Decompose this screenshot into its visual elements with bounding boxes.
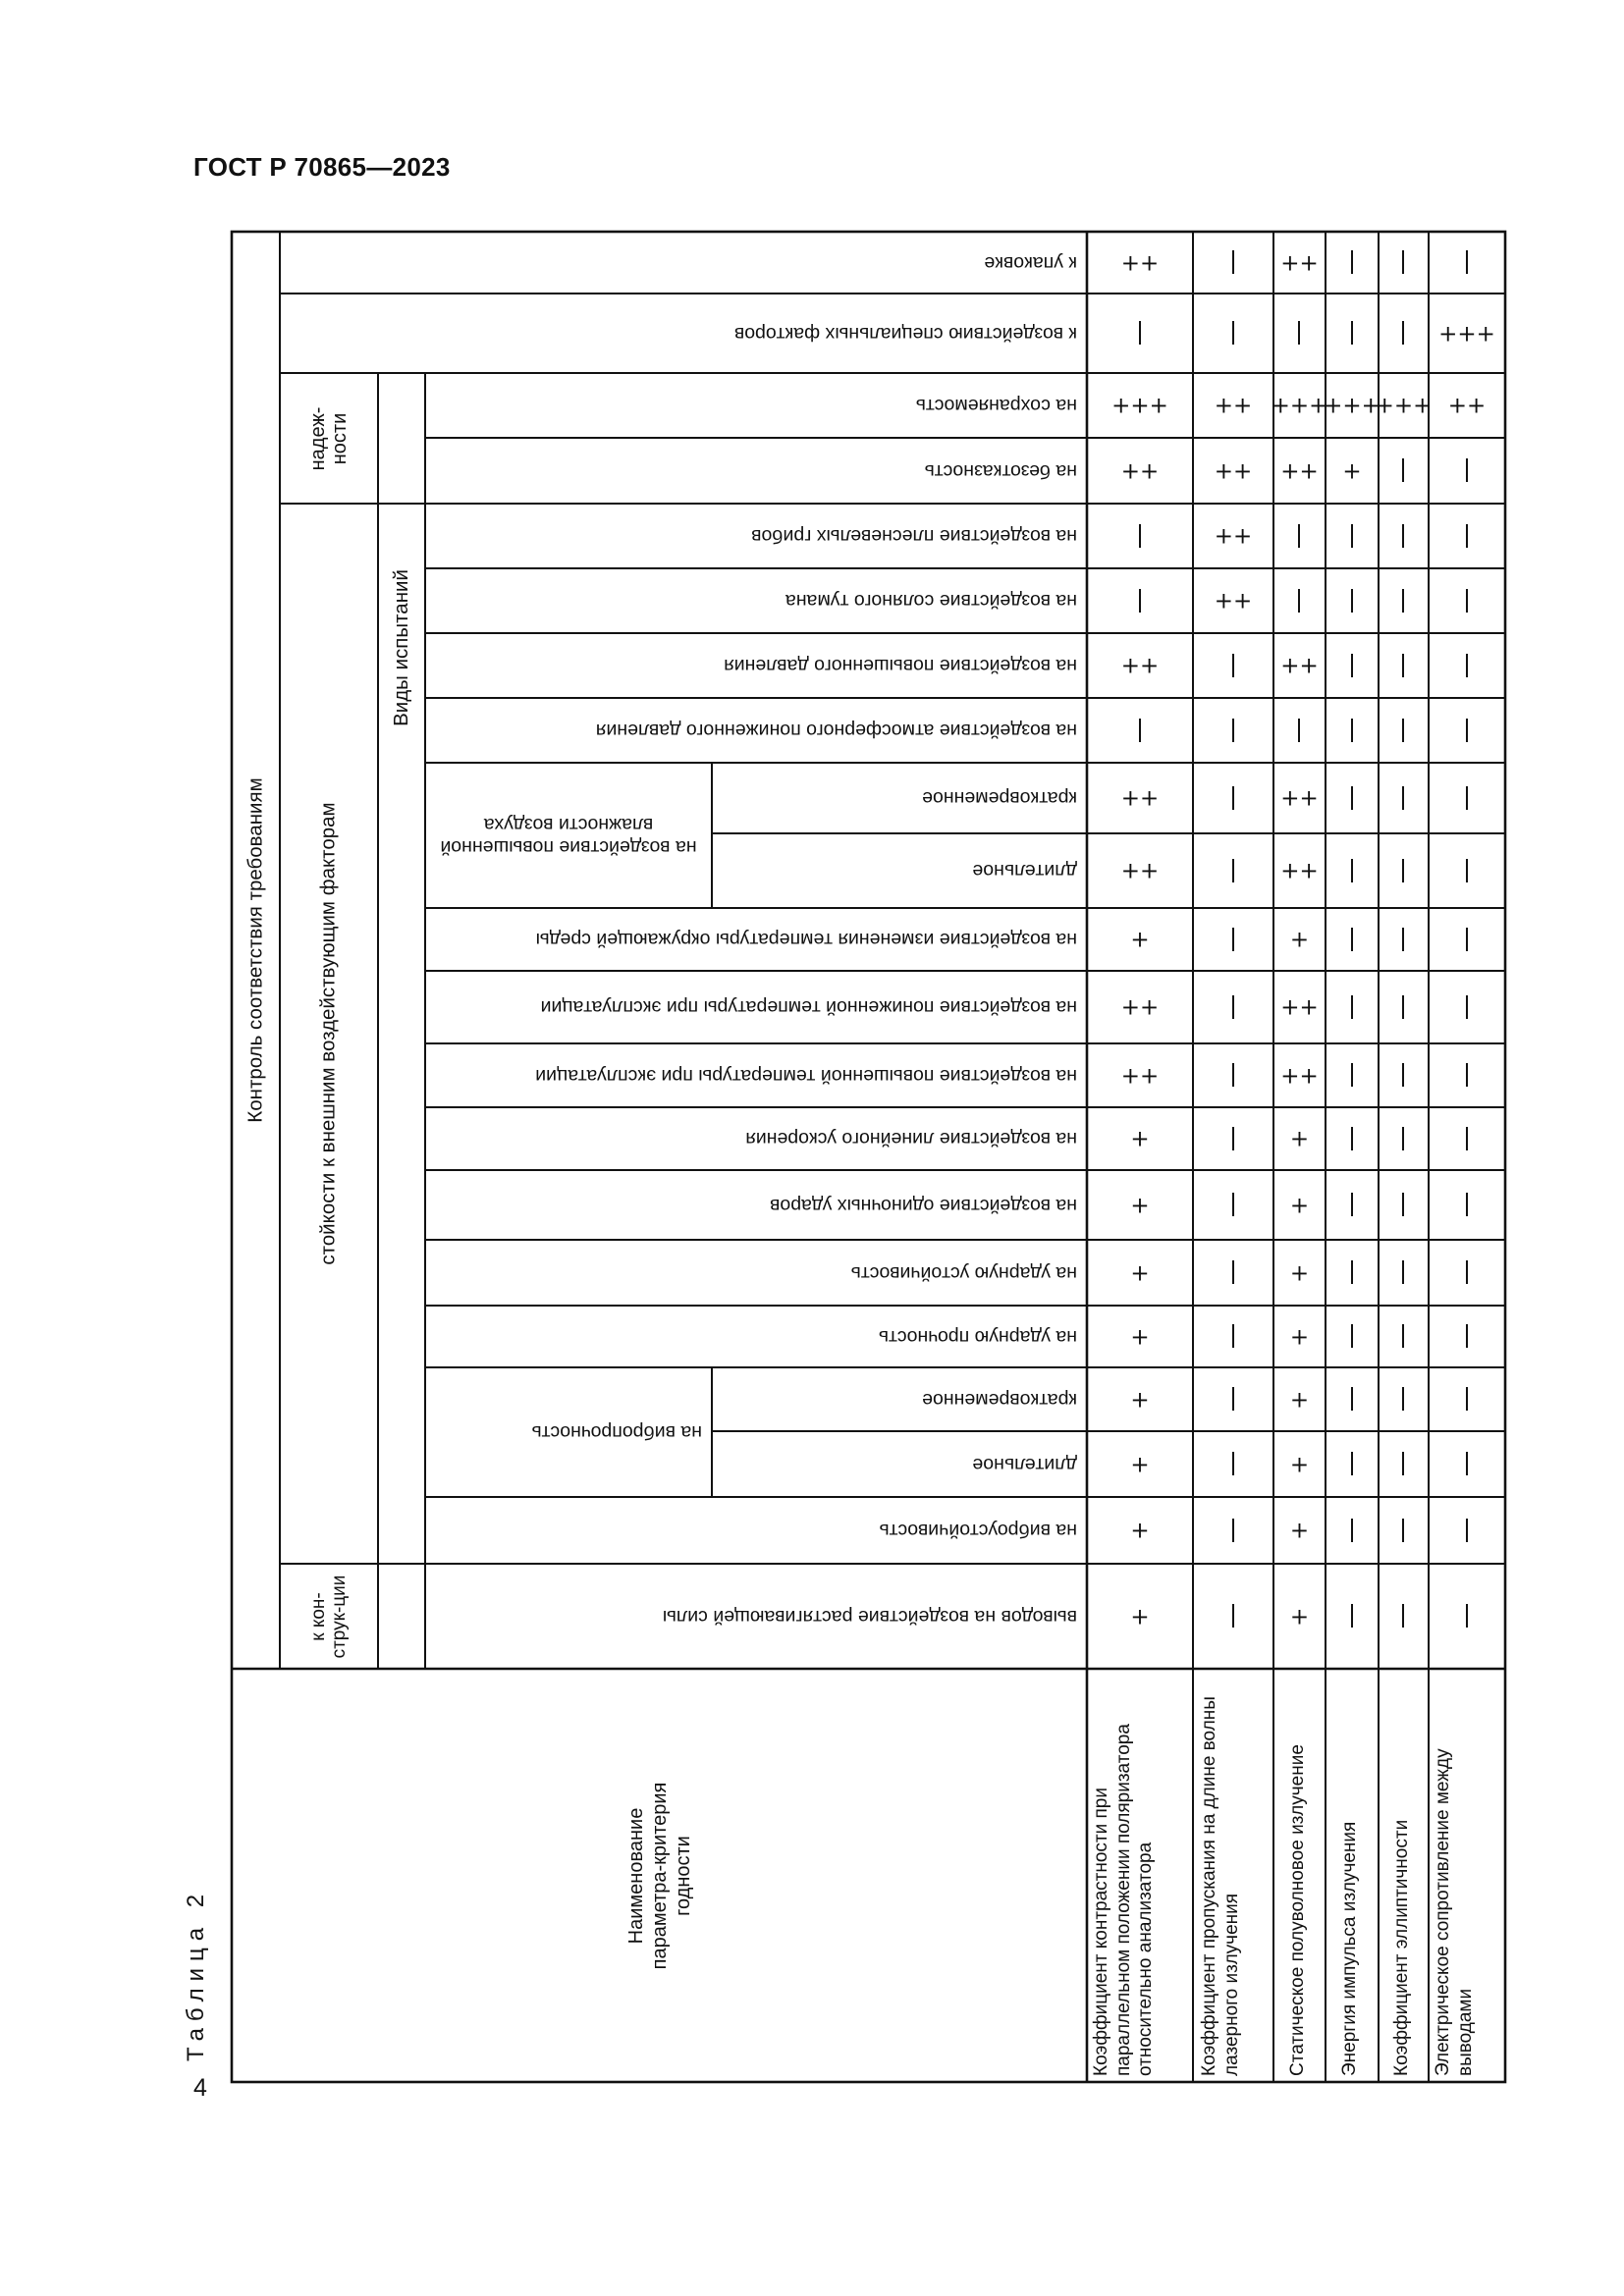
dash-mark xyxy=(1403,1453,1405,1476)
dash-mark xyxy=(1403,524,1405,548)
mark-cell xyxy=(1087,232,1193,294)
test-vibro-dlit: длительное xyxy=(972,1454,1077,1475)
mark-cell xyxy=(1273,1497,1326,1564)
mark-cell xyxy=(1273,763,1326,833)
dash-mark xyxy=(1466,786,1468,810)
dash-mark xyxy=(1232,654,1234,677)
mark-cell xyxy=(1193,1043,1273,1107)
mark-cell xyxy=(1193,633,1273,698)
dash-mark xyxy=(1232,1388,1234,1412)
mark-cell xyxy=(1429,698,1505,763)
mark-cell xyxy=(1193,1170,1273,1240)
dash-mark xyxy=(1466,1325,1468,1349)
mark-cell xyxy=(1273,232,1326,294)
plus-mark: ++ xyxy=(1280,653,1319,679)
dash-mark xyxy=(1232,859,1234,882)
mark-cell xyxy=(1087,1497,1193,1564)
test-udarnaya-prochnost: на ударную прочность xyxy=(878,1326,1077,1348)
mark-cell xyxy=(1379,1170,1429,1240)
plus-mark: + xyxy=(1342,458,1362,484)
mark-cell xyxy=(1379,1107,1429,1170)
test-sokhranyaemost: на сохраняемость xyxy=(915,395,1077,417)
dash-mark xyxy=(1403,1261,1405,1285)
dash-mark xyxy=(1466,1194,1468,1217)
dash-mark xyxy=(1351,654,1353,677)
plus-mark: + xyxy=(1130,1518,1150,1544)
mark-cell xyxy=(1087,1367,1193,1431)
mark-cell xyxy=(1379,1497,1429,1564)
mark-cell xyxy=(1326,232,1379,294)
test-vyvody: выводов на воздействие растягивающей силы xyxy=(662,1606,1077,1628)
plus-mark: ++ xyxy=(1120,1063,1160,1089)
param-name-1: Коэффициент контрастности при параллельном положении поляризатора относительно анализатора xyxy=(1091,1724,1156,2076)
plus-mark: ++ xyxy=(1120,458,1160,484)
plus-mark: ++ xyxy=(1120,250,1160,276)
plus-mark: + xyxy=(1130,1387,1150,1413)
dash-mark xyxy=(1232,1605,1234,1629)
mark-cell xyxy=(1273,908,1326,971)
mark-cell xyxy=(1273,1431,1326,1497)
plus-mark: + xyxy=(1130,1260,1150,1286)
plus-mark: +++ xyxy=(1438,321,1495,347)
mark-cell xyxy=(1193,1431,1273,1497)
dash-mark xyxy=(1351,928,1353,951)
mark-cell xyxy=(1326,833,1379,908)
dash-mark xyxy=(1466,251,1468,275)
mark-cell xyxy=(1379,1367,1429,1431)
page-number: 4 xyxy=(193,2074,207,2102)
dash-mark xyxy=(1403,1127,1405,1150)
mark-cell xyxy=(1429,1107,1505,1170)
mark-cell xyxy=(1429,1043,1505,1107)
param-heading-cell xyxy=(232,1669,1087,2082)
mark-cell xyxy=(1193,1107,1273,1170)
mark-cell xyxy=(1429,1367,1505,1431)
dash-mark xyxy=(1466,459,1468,483)
dash-mark xyxy=(1351,1453,1353,1476)
mark-cell xyxy=(1193,294,1273,373)
test-vlazh-dlit: длительное xyxy=(972,860,1077,882)
plus-mark: ++ xyxy=(1280,1063,1319,1089)
mark-cell xyxy=(1273,1170,1326,1240)
mark-cell xyxy=(1087,373,1193,438)
mark-cell xyxy=(1326,1043,1379,1107)
dash-mark xyxy=(1351,1605,1353,1629)
mark-cell xyxy=(1379,971,1429,1043)
mark-cell xyxy=(1273,568,1326,633)
plus-mark: +++ xyxy=(1271,393,1328,419)
plus-mark: ++ xyxy=(1280,994,1319,1021)
dash-mark xyxy=(1351,322,1353,346)
dash-mark xyxy=(1403,995,1405,1019)
test-ponizh-davl: на воздействие атмосферного пониженного давления xyxy=(595,720,1077,742)
mark-cell xyxy=(1379,504,1429,568)
dash-mark xyxy=(1139,322,1141,346)
dash-mark xyxy=(1351,524,1353,548)
mark-cell xyxy=(1326,1497,1379,1564)
plus-mark: + xyxy=(1130,1126,1150,1152)
dash-mark xyxy=(1351,719,1353,742)
plus-mark: ++ xyxy=(1120,653,1160,679)
param-name-6: Электрическое сопротивление между выводами xyxy=(1433,1748,1476,2076)
mark-cell xyxy=(1429,763,1505,833)
mark-cell xyxy=(1193,1497,1273,1564)
mark-cell xyxy=(1429,908,1505,971)
mark-cell xyxy=(1379,438,1429,504)
plus-mark: + xyxy=(1289,1518,1310,1544)
mark-cell xyxy=(1193,1240,1273,1306)
mark-cell xyxy=(1193,971,1273,1043)
dash-mark xyxy=(1351,1519,1353,1542)
mark-cell xyxy=(1379,232,1429,294)
test-lineinoe-uskorenie: на воздействие линейного ускорения xyxy=(745,1128,1077,1150)
test-vibroustoichivost: на виброустойчивость xyxy=(879,1520,1077,1542)
dash-mark xyxy=(1351,1127,1353,1150)
plus-mark: ++ xyxy=(1214,458,1253,484)
dash-mark xyxy=(1466,1127,1468,1150)
dash-mark xyxy=(1351,1388,1353,1412)
test-odinochnye-udary: на воздействие одиночных ударов xyxy=(770,1195,1077,1216)
mark-cell xyxy=(1326,1367,1379,1431)
plus-mark: ++ xyxy=(1120,994,1160,1021)
mark-cell xyxy=(1193,568,1273,633)
plus-mark: + xyxy=(1289,1604,1310,1629)
control-heading: Контроль соответствия требованиям xyxy=(244,777,267,1123)
test-izm-temp: на воздействие изменения температуры окружающей среды xyxy=(535,929,1077,951)
plus-mark: ++ xyxy=(1280,785,1319,812)
mark-cell xyxy=(1326,1564,1379,1669)
mark-cell xyxy=(1087,1107,1193,1170)
mark-cell xyxy=(1087,1170,1193,1240)
dash-mark xyxy=(1466,654,1468,677)
dash-mark xyxy=(1403,1605,1405,1629)
dash-mark xyxy=(1139,589,1141,613)
mark-cell xyxy=(1273,1367,1326,1431)
mark-cell xyxy=(1379,1043,1429,1107)
mark-cell xyxy=(1429,1240,1505,1306)
mark-cell xyxy=(1429,1170,1505,1240)
plus-mark: + xyxy=(1130,1604,1150,1629)
plus-mark: + xyxy=(1289,1260,1310,1286)
dash-mark xyxy=(1466,928,1468,951)
mark-cell xyxy=(1087,633,1193,698)
mark-cell xyxy=(1429,1306,1505,1367)
mark-cell xyxy=(1087,908,1193,971)
nadezhnosti-heading: надеж-ности xyxy=(307,406,351,470)
mark-cell xyxy=(1429,568,1505,633)
plus-mark: +++ xyxy=(1324,393,1380,419)
dash-mark xyxy=(1299,589,1301,613)
mark-cell xyxy=(1326,1306,1379,1367)
dash-mark xyxy=(1466,995,1468,1019)
dash-mark xyxy=(1351,859,1353,882)
mark-cell xyxy=(1193,438,1273,504)
dash-mark xyxy=(1232,719,1234,742)
mark-cell xyxy=(1379,1431,1429,1497)
mark-cell xyxy=(1087,1564,1193,1669)
mark-cell xyxy=(1326,438,1379,504)
mark-cell xyxy=(1379,294,1429,373)
dash-mark xyxy=(1466,719,1468,742)
mark-cell xyxy=(1087,763,1193,833)
mark-cell xyxy=(1379,1240,1429,1306)
stoikosti-heading: стойкости к внешним воздействующим факторам xyxy=(317,802,341,1265)
test-pov-temp: на воздействие повышенной температуры при эксплуатации xyxy=(535,1065,1077,1087)
mark-cell xyxy=(1193,1306,1273,1367)
mark-cell xyxy=(1087,438,1193,504)
mark-cell xyxy=(1087,971,1193,1043)
mark-cell xyxy=(1273,504,1326,568)
dash-mark xyxy=(1299,322,1301,346)
plus-mark: ++ xyxy=(1120,858,1160,884)
mark-cell xyxy=(1193,698,1273,763)
test-bezotkaznost: на безотказность xyxy=(924,460,1077,482)
mark-cell xyxy=(1379,1306,1429,1367)
dash-mark xyxy=(1403,1388,1405,1412)
dash-mark xyxy=(1232,928,1234,951)
mark-cell xyxy=(1087,294,1193,373)
stoikosti-heading-cell xyxy=(280,504,378,1564)
mark-cell xyxy=(1193,1367,1273,1431)
dash-mark xyxy=(1351,786,1353,810)
plus-mark: + xyxy=(1289,1324,1310,1350)
mark-cell xyxy=(1429,294,1505,373)
mark-cell xyxy=(1379,833,1429,908)
plus-mark: + xyxy=(1289,1193,1310,1218)
dash-mark xyxy=(1466,1453,1468,1476)
test-vibro-krat: кратковременное xyxy=(922,1389,1077,1411)
dash-mark xyxy=(1403,459,1405,483)
mark-cell xyxy=(1326,633,1379,698)
param-heading: Наименование параметра-критерия годности xyxy=(624,1782,694,1969)
plus-mark: + xyxy=(1289,927,1310,953)
mark-cell xyxy=(1379,568,1429,633)
konstruktsii-heading-cell xyxy=(280,1564,378,1669)
mark-cell xyxy=(1326,294,1379,373)
dash-mark xyxy=(1403,251,1405,275)
dash-mark xyxy=(1403,786,1405,810)
mark-cell xyxy=(1087,568,1193,633)
dash-mark xyxy=(1403,928,1405,951)
mark-cell xyxy=(1087,698,1193,763)
plus-mark: ++ xyxy=(1447,393,1487,419)
mark-cell xyxy=(1429,1431,1505,1497)
test-udarnaya-ustoichivost: на ударную устойчивость xyxy=(850,1262,1077,1284)
dash-mark xyxy=(1232,995,1234,1019)
param-name-4: Энергия импульса излучения xyxy=(1339,1821,1360,2076)
dash-mark xyxy=(1403,859,1405,882)
plus-mark: + xyxy=(1130,1452,1150,1477)
dash-mark xyxy=(1299,524,1301,548)
plus-mark: ++ xyxy=(1280,458,1319,484)
dash-mark xyxy=(1351,1325,1353,1349)
dash-mark xyxy=(1232,1519,1234,1542)
dash-mark xyxy=(1351,1261,1353,1285)
param-name-5: Коэффициент эллиптичности xyxy=(1391,1819,1412,2076)
mark-cell xyxy=(1273,633,1326,698)
plus-mark: + xyxy=(1130,1324,1150,1350)
mark-cell xyxy=(1193,1564,1273,1669)
dash-mark xyxy=(1403,719,1405,742)
mark-cell xyxy=(1087,833,1193,908)
standard-code: ГОСТ Р 70865—2023 xyxy=(193,152,451,182)
plus-mark: ++ xyxy=(1214,588,1253,614)
dash-mark xyxy=(1232,1325,1234,1349)
mark-cell xyxy=(1326,373,1379,438)
param-name-3: Статическое полуволновое излучение xyxy=(1287,1744,1308,2076)
vidy-ispytaniy-heading: Виды испытаний xyxy=(390,569,412,726)
mark-cell xyxy=(1273,698,1326,763)
dash-mark xyxy=(1299,719,1301,742)
mark-cell xyxy=(1273,1107,1326,1170)
mark-cell xyxy=(1273,833,1326,908)
test-solyanoi-tuman: на воздействие соляного тумана xyxy=(785,590,1077,613)
dash-mark xyxy=(1351,1064,1353,1088)
dash-mark xyxy=(1403,589,1405,613)
test-pov-davl: на воздействие повышенного давления xyxy=(724,655,1077,677)
mark-cell xyxy=(1379,698,1429,763)
dash-mark xyxy=(1466,1388,1468,1412)
mark-cell xyxy=(1379,633,1429,698)
dash-mark xyxy=(1351,1194,1353,1217)
plus-mark: ++ xyxy=(1280,250,1319,276)
plus-mark: ++ xyxy=(1280,858,1319,884)
plus-mark: ++ xyxy=(1120,785,1160,812)
plus-mark: ++ xyxy=(1214,523,1253,550)
mark-cell xyxy=(1379,763,1429,833)
dash-mark xyxy=(1466,1605,1468,1629)
mark-cell xyxy=(1326,504,1379,568)
mark-cell xyxy=(1087,504,1193,568)
plus-mark: + xyxy=(1289,1452,1310,1477)
mark-cell xyxy=(1326,698,1379,763)
mark-cell xyxy=(1429,1497,1505,1564)
mark-cell xyxy=(1193,504,1273,568)
plus-mark: + xyxy=(1289,1126,1310,1152)
dash-mark xyxy=(1351,995,1353,1019)
group-vlazhnost: на воздействие повышенной влажности воздуха xyxy=(440,814,697,858)
dash-mark xyxy=(1403,1519,1405,1542)
mark-cell xyxy=(1087,1043,1193,1107)
dash-mark xyxy=(1232,1261,1234,1285)
mark-cell xyxy=(1429,504,1505,568)
plus-mark: +++ xyxy=(1111,393,1168,419)
mark-cell xyxy=(1193,908,1273,971)
mark-cell xyxy=(1273,1306,1326,1367)
plus-mark: +++ xyxy=(1375,393,1433,419)
mark-cell xyxy=(1379,1564,1429,1669)
mark-cell xyxy=(1429,633,1505,698)
mark-cell xyxy=(1193,763,1273,833)
test-ponizh-temp: на воздействие пониженной температуры при эксплуатации xyxy=(540,996,1077,1019)
control-heading-cell xyxy=(232,232,280,1669)
mark-cell xyxy=(1326,1431,1379,1497)
mark-cell xyxy=(1273,438,1326,504)
dash-mark xyxy=(1232,322,1234,346)
plus-mark: + xyxy=(1130,1193,1150,1218)
dash-mark xyxy=(1139,719,1141,742)
mark-cell xyxy=(1326,763,1379,833)
mark-cell xyxy=(1273,373,1326,438)
test-upakovka: к упаковке xyxy=(984,252,1077,274)
mark-cell xyxy=(1379,908,1429,971)
mark-cell xyxy=(1429,232,1505,294)
mark-cell xyxy=(1429,971,1505,1043)
dash-mark xyxy=(1232,1127,1234,1150)
dash-mark xyxy=(1232,251,1234,275)
param-name-2: Коэффициент пропускания на длине волны лазерного излучения xyxy=(1199,1696,1242,2076)
dash-mark xyxy=(1403,1194,1405,1217)
konstruktsii-heading: к кон-струк-ции xyxy=(308,1575,350,1658)
dash-mark xyxy=(1466,589,1468,613)
mark-cell xyxy=(1273,1564,1326,1669)
dash-mark xyxy=(1351,589,1353,613)
test-spets-faktory: к воздействию специальных факторов xyxy=(733,323,1077,345)
mark-cell xyxy=(1326,1170,1379,1240)
mark-cell xyxy=(1429,438,1505,504)
mark-cell xyxy=(1273,1240,1326,1306)
plus-mark: + xyxy=(1130,927,1150,953)
vidy-ispytaniy-cell xyxy=(378,373,425,1669)
mark-cell xyxy=(1193,232,1273,294)
mark-cell xyxy=(1326,908,1379,971)
mark-cell xyxy=(1429,373,1505,438)
dash-mark xyxy=(1466,1519,1468,1542)
dash-mark xyxy=(1466,524,1468,548)
group-vibro: на вибропрочность xyxy=(531,1421,702,1444)
mark-cell xyxy=(1273,1043,1326,1107)
dash-mark xyxy=(1403,1064,1405,1088)
mark-cell xyxy=(1326,1240,1379,1306)
mark-cell xyxy=(1087,1431,1193,1497)
mark-cell xyxy=(1087,1240,1193,1306)
mark-cell xyxy=(1087,1306,1193,1367)
mark-cell xyxy=(1375,373,1433,438)
mark-cell xyxy=(1326,568,1379,633)
mark-cell xyxy=(1326,971,1379,1043)
nadezhnosti-heading-cell xyxy=(280,373,378,504)
test-vlazh-krat: кратковременное xyxy=(922,787,1077,810)
dash-mark xyxy=(1232,1194,1234,1217)
plus-mark: + xyxy=(1289,1387,1310,1413)
dash-mark xyxy=(1403,1325,1405,1349)
dash-mark xyxy=(1403,322,1405,346)
dash-mark xyxy=(1466,859,1468,882)
dash-mark xyxy=(1351,251,1353,275)
test-griby: на воздействие плесневелых грибов xyxy=(751,525,1077,548)
dash-mark xyxy=(1466,1261,1468,1285)
dash-mark xyxy=(1139,524,1141,548)
mark-cell xyxy=(1273,971,1326,1043)
mark-cell xyxy=(1326,1107,1379,1170)
dash-mark xyxy=(1466,1064,1468,1088)
mark-cell xyxy=(1273,294,1326,373)
mark-cell xyxy=(1193,833,1273,908)
mark-cell xyxy=(1193,373,1273,438)
dash-mark xyxy=(1232,1453,1234,1476)
dash-mark xyxy=(1232,786,1234,810)
plus-mark: ++ xyxy=(1214,393,1253,419)
mark-cell xyxy=(1429,1564,1505,1669)
dash-mark xyxy=(1232,1064,1234,1088)
mark-cell xyxy=(1429,833,1505,908)
dash-mark xyxy=(1403,654,1405,677)
